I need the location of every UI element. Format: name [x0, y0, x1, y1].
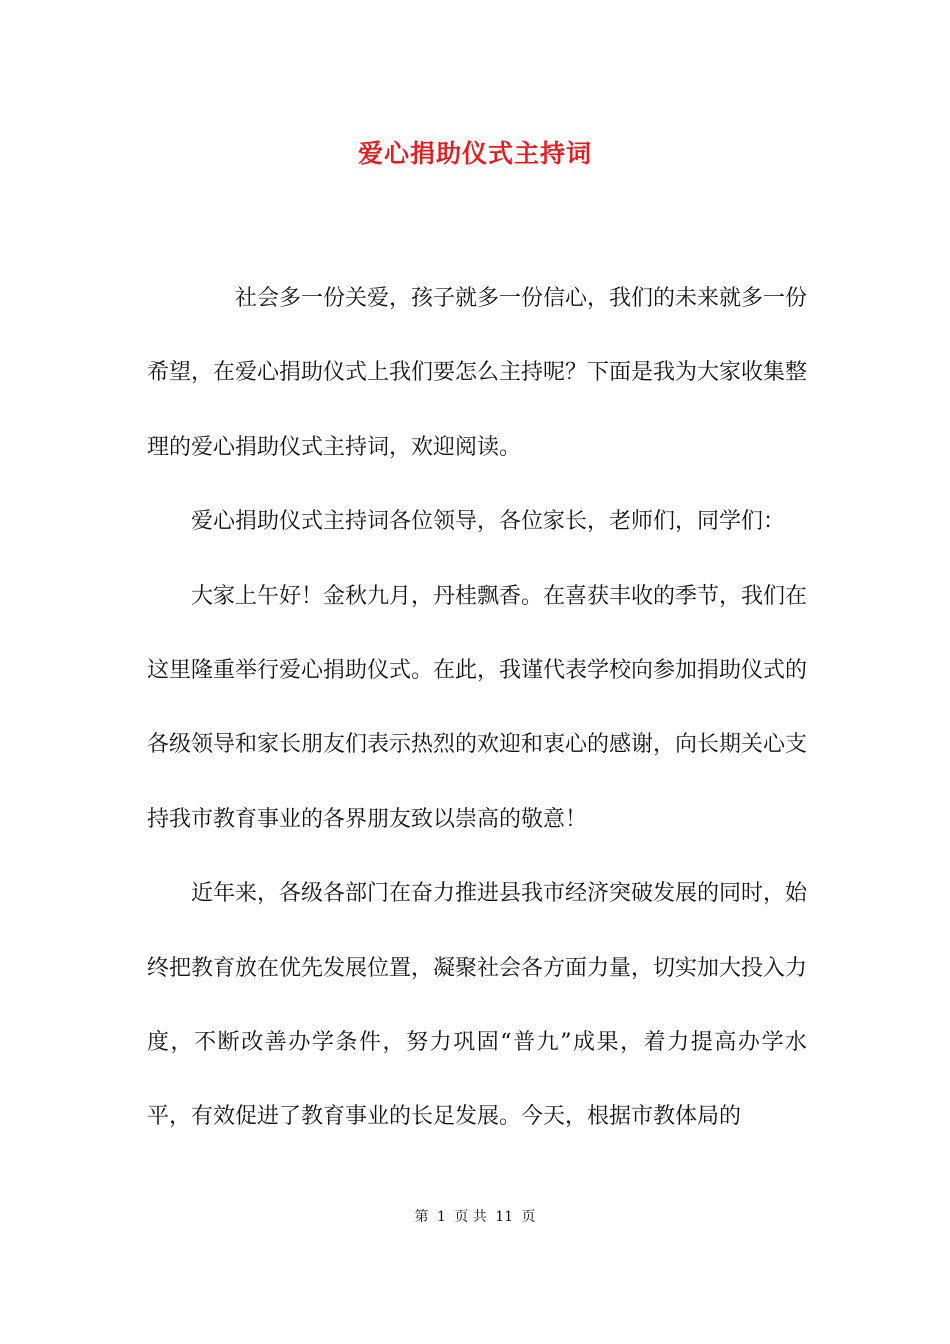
paragraph-greeting: 大家上午好！金秋九月，丹桂飘香。在喜获丰收的季节，我们在这里隆重举行爱心捐助仪式。在此，我谨代表学校向参加捐助仪式的各级领导和家长朋友们表示热烈的欢迎和衷心的感谢，向长期关心支持我市教育事业的各界朋友致以崇高的敬意！: [147, 583, 808, 832]
page-number-footer: [0, 1207, 950, 1227]
page-label-suffix: 页: [521, 1209, 536, 1225]
paragraph-intro: 社会多一份关爱，孩子就多一份信心，我们的未来就多一份希望，在爱心捐助仪式上我们要怎么主持呢？下面是我为大家收集整理的爱心捐助仪式主持词，欢迎阅读。: [147, 286, 808, 460]
page-label-prefix: 第: [414, 1209, 429, 1225]
document-body: [147, 262, 807, 1155]
paragraph-salutation: 爱心捐助仪式主持词各位领导，各位家长，老师们，同学们：: [191, 509, 786, 535]
page-label-mid: 页 共: [454, 1209, 487, 1225]
document-title: 爱心捐助仪式主持词: [357, 139, 592, 168]
total-pages-number: 11: [495, 1209, 514, 1225]
paragraph-development: 近年来，各级各部门在奋力推进县我市经济突破发展的同时，始终把教育放在优先发展位置，凝聚社会各方面力量，切实加大投入力度，不断改善办学条件，努力巩固“普九”成果，着力提高办学水平，有效促进了教育事业的长足发展。今天，根据市教体局的: [147, 881, 808, 1130]
current-page-number: 1: [436, 1209, 446, 1225]
